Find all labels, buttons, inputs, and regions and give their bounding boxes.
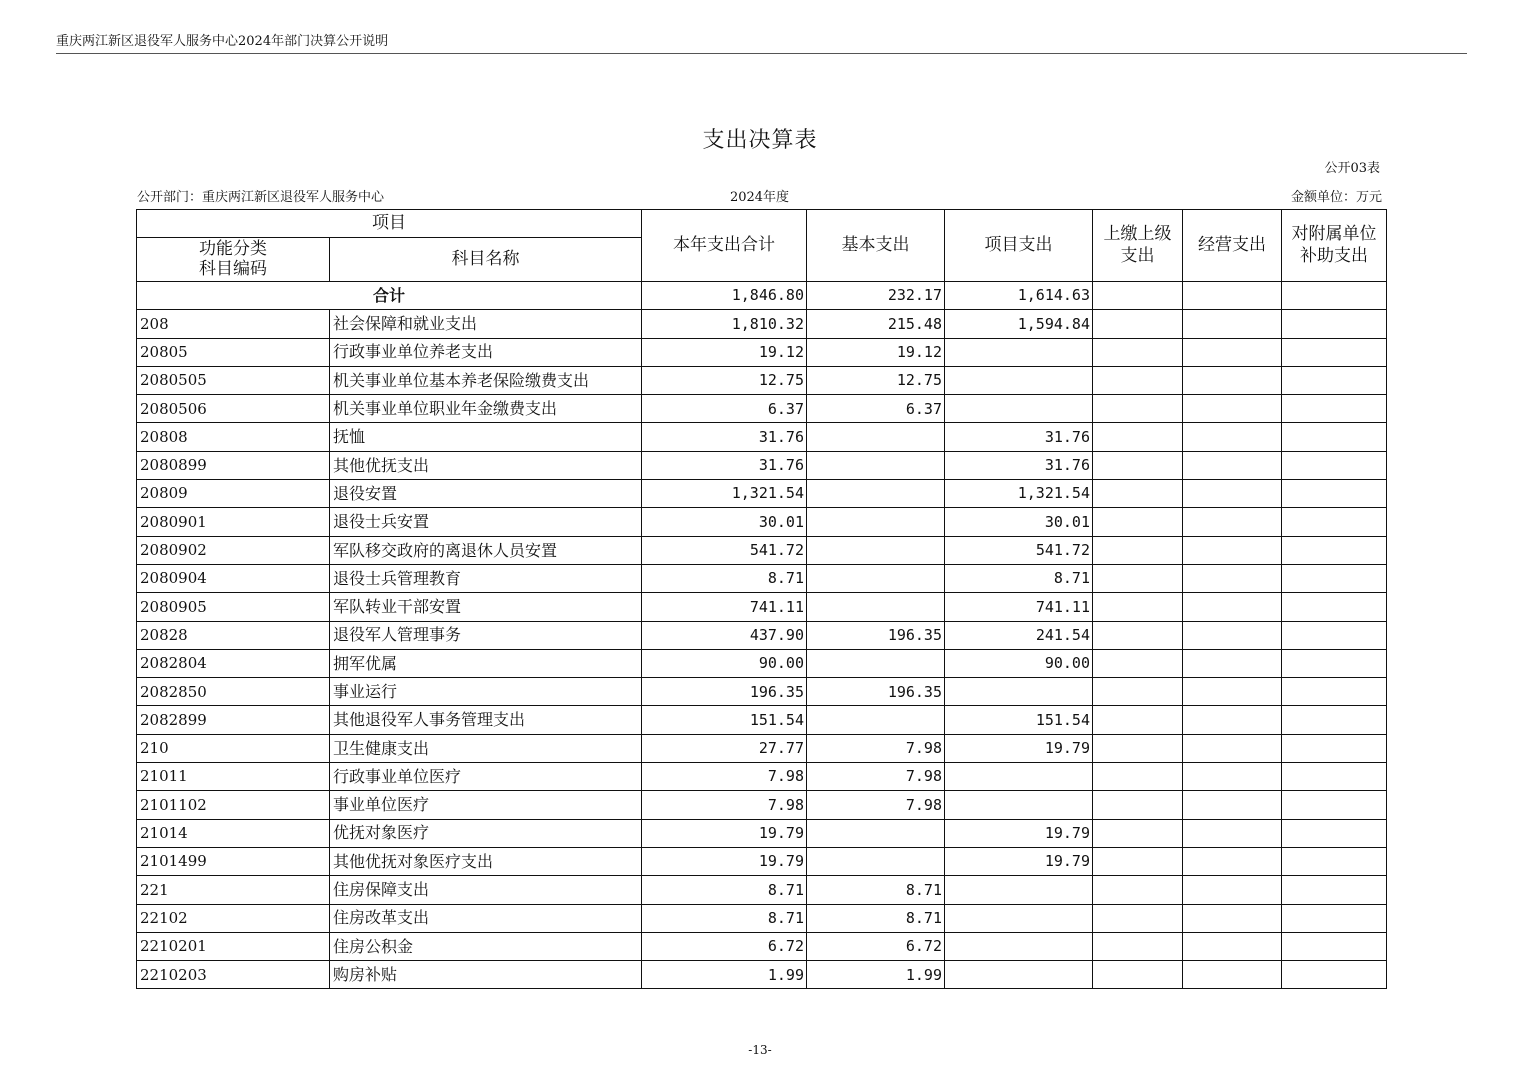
row-code: 2082899	[137, 706, 330, 734]
row-upper	[1093, 763, 1183, 791]
row-basic: 196.35	[807, 621, 945, 649]
total-upper	[1093, 282, 1183, 310]
table-row	[137, 423, 1387, 451]
row-subsidy	[1282, 480, 1387, 508]
fiscal-year: 2024年度	[729, 190, 790, 205]
row-name: 抚恤	[330, 423, 642, 451]
row-code: 22102	[137, 904, 330, 932]
header-upper-text: 上缴上级 支出	[1103, 224, 1172, 266]
row-subsidy	[1282, 310, 1387, 338]
row-subsidy	[1282, 791, 1387, 819]
row-project	[945, 791, 1093, 819]
row-name: 住房改革支出	[330, 904, 642, 932]
row-total: 151.54	[642, 706, 807, 734]
row-basic: 7.98	[807, 791, 945, 819]
row-total: 196.35	[642, 678, 807, 706]
table-row	[137, 621, 1387, 649]
row-business	[1183, 338, 1282, 366]
row-basic	[807, 480, 945, 508]
row-code: 2082804	[137, 649, 330, 677]
row-project: 8.71	[945, 564, 1093, 592]
row-business	[1183, 932, 1282, 960]
row-business	[1183, 678, 1282, 706]
row-upper	[1093, 423, 1183, 451]
table-row	[137, 366, 1387, 394]
page-number: -13-	[748, 1043, 772, 1057]
row-business	[1183, 564, 1282, 592]
table-row	[137, 961, 1387, 989]
total-business	[1183, 282, 1282, 310]
row-name: 行政事业单位养老支出	[330, 338, 642, 366]
row-upper	[1093, 338, 1183, 366]
row-code: 20808	[137, 423, 330, 451]
header-business: 经营支出	[1183, 210, 1282, 282]
row-total: 7.98	[642, 763, 807, 791]
row-total: 6.72	[642, 932, 807, 960]
row-name: 购房补贴	[330, 961, 642, 989]
row-business	[1183, 763, 1282, 791]
row-subsidy	[1282, 395, 1387, 423]
row-subsidy	[1282, 961, 1387, 989]
row-total: 31.76	[642, 423, 807, 451]
row-upper	[1093, 819, 1183, 847]
row-business	[1183, 961, 1282, 989]
row-code: 2082850	[137, 678, 330, 706]
row-project: 19.79	[945, 847, 1093, 875]
row-subsidy	[1282, 678, 1387, 706]
row-name: 军队转业干部安置	[330, 593, 642, 621]
row-upper	[1093, 876, 1183, 904]
row-project: 90.00	[945, 649, 1093, 677]
row-code: 20809	[137, 480, 330, 508]
header-total: 本年支出合计	[642, 210, 807, 282]
row-name: 退役士兵安置	[330, 508, 642, 536]
row-name: 事业运行	[330, 678, 642, 706]
row-business	[1183, 395, 1282, 423]
row-subsidy	[1282, 904, 1387, 932]
row-project	[945, 904, 1093, 932]
row-total: 19.12	[642, 338, 807, 366]
department-label: 公开部门：重庆两江新区退役军人服务中心	[137, 190, 385, 205]
row-basic: 12.75	[807, 366, 945, 394]
row-name: 军队移交政府的离退休人员安置	[330, 536, 642, 564]
row-basic	[807, 819, 945, 847]
row-business	[1183, 423, 1282, 451]
row-name: 行政事业单位医疗	[330, 763, 642, 791]
total-basic: 232.17	[807, 282, 945, 310]
row-upper	[1093, 734, 1183, 762]
header-item: 项目	[137, 210, 642, 238]
row-basic: 6.72	[807, 932, 945, 960]
row-code: 2080902	[137, 536, 330, 564]
row-name: 其他优抚对象医疗支出	[330, 847, 642, 875]
row-subsidy	[1282, 451, 1387, 479]
row-subsidy	[1282, 593, 1387, 621]
row-total: 8.71	[642, 564, 807, 592]
table-row	[137, 734, 1387, 762]
row-name: 退役士兵管理教育	[330, 564, 642, 592]
document-header: 重庆两江新区退役军人服务中心2024年部门决算公开说明	[56, 34, 389, 49]
row-upper	[1093, 536, 1183, 564]
table-row	[137, 564, 1387, 592]
table-row	[137, 819, 1387, 847]
table-row	[137, 593, 1387, 621]
row-project: 151.54	[945, 706, 1093, 734]
row-project: 541.72	[945, 536, 1093, 564]
row-project: 741.11	[945, 593, 1093, 621]
row-name: 事业单位医疗	[330, 791, 642, 819]
table-row	[137, 706, 1387, 734]
row-basic: 196.35	[807, 678, 945, 706]
row-total: 12.75	[642, 366, 807, 394]
row-code: 2080505	[137, 366, 330, 394]
row-business	[1183, 904, 1282, 932]
row-business	[1183, 706, 1282, 734]
row-project	[945, 932, 1093, 960]
table-row	[137, 508, 1387, 536]
header-basic: 基本支出	[807, 210, 945, 282]
row-project	[945, 961, 1093, 989]
row-total: 8.71	[642, 876, 807, 904]
total-sum: 1,846.80	[642, 282, 807, 310]
row-business	[1183, 451, 1282, 479]
table-title: 支出决算表	[702, 128, 818, 153]
table-row	[137, 763, 1387, 791]
row-total: 27.77	[642, 734, 807, 762]
row-project: 1,594.84	[945, 310, 1093, 338]
row-project	[945, 338, 1093, 366]
row-basic: 8.71	[807, 876, 945, 904]
row-name: 优抚对象医疗	[330, 819, 642, 847]
row-code: 20805	[137, 338, 330, 366]
row-code: 2101499	[137, 847, 330, 875]
row-code: 2210203	[137, 961, 330, 989]
row-subsidy	[1282, 649, 1387, 677]
row-subsidy	[1282, 536, 1387, 564]
row-business	[1183, 593, 1282, 621]
row-upper	[1093, 480, 1183, 508]
row-basic	[807, 423, 945, 451]
row-name: 机关事业单位基本养老保险缴费支出	[330, 366, 642, 394]
row-code: 2080901	[137, 508, 330, 536]
total-project: 1,614.63	[945, 282, 1093, 310]
row-upper	[1093, 395, 1183, 423]
row-name: 卫生健康支出	[330, 734, 642, 762]
row-business	[1183, 366, 1282, 394]
row-basic: 8.71	[807, 904, 945, 932]
row-name: 退役军人管理事务	[330, 621, 642, 649]
row-upper	[1093, 932, 1183, 960]
row-upper	[1093, 649, 1183, 677]
row-project: 31.76	[945, 451, 1093, 479]
row-basic	[807, 536, 945, 564]
header-code	[137, 238, 330, 282]
row-subsidy	[1282, 366, 1387, 394]
row-basic: 6.37	[807, 395, 945, 423]
table-row	[137, 649, 1387, 677]
row-upper	[1093, 366, 1183, 394]
row-basic	[807, 564, 945, 592]
row-code: 208	[137, 310, 330, 338]
row-project	[945, 395, 1093, 423]
row-name: 其他优抚支出	[330, 451, 642, 479]
row-total: 741.11	[642, 593, 807, 621]
row-subsidy	[1282, 706, 1387, 734]
table-row	[137, 876, 1387, 904]
row-subsidy	[1282, 508, 1387, 536]
row-total: 90.00	[642, 649, 807, 677]
header-project: 项目支出	[945, 210, 1093, 282]
table-row	[137, 536, 1387, 564]
row-basic	[807, 706, 945, 734]
row-total: 437.90	[642, 621, 807, 649]
header-subsidy-text: 对附属单位 补助支出	[1291, 224, 1377, 266]
row-name: 拥军优属	[330, 649, 642, 677]
row-upper	[1093, 847, 1183, 875]
row-subsidy	[1282, 819, 1387, 847]
row-upper	[1093, 621, 1183, 649]
row-total: 1.99	[642, 961, 807, 989]
form-code: 公开03表	[1324, 161, 1380, 176]
row-name: 退役安置	[330, 480, 642, 508]
row-total: 19.79	[642, 819, 807, 847]
table-meta	[137, 186, 1382, 206]
row-business	[1183, 480, 1282, 508]
row-basic: 7.98	[807, 734, 945, 762]
row-project: 1,321.54	[945, 480, 1093, 508]
row-code: 2080904	[137, 564, 330, 592]
row-basic	[807, 649, 945, 677]
row-subsidy	[1282, 932, 1387, 960]
row-total: 1,321.54	[642, 480, 807, 508]
table-row	[137, 904, 1387, 932]
row-name: 住房公积金	[330, 932, 642, 960]
row-upper	[1093, 791, 1183, 819]
row-subsidy	[1282, 876, 1387, 904]
row-subsidy	[1282, 763, 1387, 791]
header-code-text: 功能分类 科目编码	[199, 238, 267, 279]
row-code: 2080899	[137, 451, 330, 479]
row-project	[945, 366, 1093, 394]
table-row	[137, 310, 1387, 338]
row-basic	[807, 451, 945, 479]
row-basic: 19.12	[807, 338, 945, 366]
table-row	[137, 395, 1387, 423]
total-subsidy	[1282, 282, 1387, 310]
row-name: 机关事业单位职业年金缴费支出	[330, 395, 642, 423]
row-basic: 7.98	[807, 763, 945, 791]
row-name: 社会保障和就业支出	[330, 310, 642, 338]
row-basic	[807, 508, 945, 536]
table-row	[137, 338, 1387, 366]
row-business	[1183, 310, 1282, 338]
row-upper	[1093, 310, 1183, 338]
table-row	[137, 678, 1387, 706]
header-subsidy	[1282, 210, 1387, 282]
row-subsidy	[1282, 423, 1387, 451]
amount-unit: 金额单位：万元	[1290, 190, 1382, 205]
table-row	[137, 791, 1387, 819]
row-business	[1183, 649, 1282, 677]
row-upper	[1093, 678, 1183, 706]
row-business	[1183, 847, 1282, 875]
row-business	[1183, 621, 1282, 649]
row-basic	[807, 593, 945, 621]
row-upper	[1093, 451, 1183, 479]
table-row	[137, 932, 1387, 960]
row-upper	[1093, 593, 1183, 621]
header-name: 科目名称	[330, 238, 642, 282]
row-code: 21011	[137, 763, 330, 791]
row-upper	[1093, 961, 1183, 989]
row-project: 19.79	[945, 734, 1093, 762]
row-total: 30.01	[642, 508, 807, 536]
row-total: 8.71	[642, 904, 807, 932]
row-basic: 215.48	[807, 310, 945, 338]
row-total: 541.72	[642, 536, 807, 564]
row-total: 7.98	[642, 791, 807, 819]
row-name: 其他退役军人事务管理支出	[330, 706, 642, 734]
header-divider	[56, 53, 1467, 54]
header-upper	[1093, 210, 1183, 282]
row-project: 19.79	[945, 819, 1093, 847]
row-basic	[807, 847, 945, 875]
row-code: 2210201	[137, 932, 330, 960]
row-code: 20828	[137, 621, 330, 649]
row-code: 2080506	[137, 395, 330, 423]
total-label: 合计	[137, 282, 642, 310]
table-row	[137, 451, 1387, 479]
row-subsidy	[1282, 621, 1387, 649]
row-business	[1183, 734, 1282, 762]
row-total: 19.79	[642, 847, 807, 875]
row-subsidy	[1282, 734, 1387, 762]
row-subsidy	[1282, 338, 1387, 366]
row-code: 210	[137, 734, 330, 762]
row-business	[1183, 791, 1282, 819]
table-row	[137, 847, 1387, 875]
row-upper	[1093, 706, 1183, 734]
row-upper	[1093, 564, 1183, 592]
row-business	[1183, 508, 1282, 536]
row-project	[945, 876, 1093, 904]
row-name: 住房保障支出	[330, 876, 642, 904]
table-row	[137, 480, 1387, 508]
row-code: 2101102	[137, 791, 330, 819]
row-project	[945, 678, 1093, 706]
row-business	[1183, 819, 1282, 847]
row-subsidy	[1282, 564, 1387, 592]
row-business	[1183, 876, 1282, 904]
row-subsidy	[1282, 847, 1387, 875]
row-code: 21014	[137, 819, 330, 847]
row-business	[1183, 536, 1282, 564]
row-total: 1,810.32	[642, 310, 807, 338]
row-upper	[1093, 904, 1183, 932]
row-project: 241.54	[945, 621, 1093, 649]
row-project: 31.76	[945, 423, 1093, 451]
row-total: 6.37	[642, 395, 807, 423]
expenditure-table	[136, 209, 1387, 989]
row-total: 31.76	[642, 451, 807, 479]
row-project	[945, 763, 1093, 791]
row-code: 2080905	[137, 593, 330, 621]
row-project: 30.01	[945, 508, 1093, 536]
row-basic: 1.99	[807, 961, 945, 989]
row-code: 221	[137, 876, 330, 904]
total-row	[137, 282, 1387, 310]
row-upper	[1093, 508, 1183, 536]
